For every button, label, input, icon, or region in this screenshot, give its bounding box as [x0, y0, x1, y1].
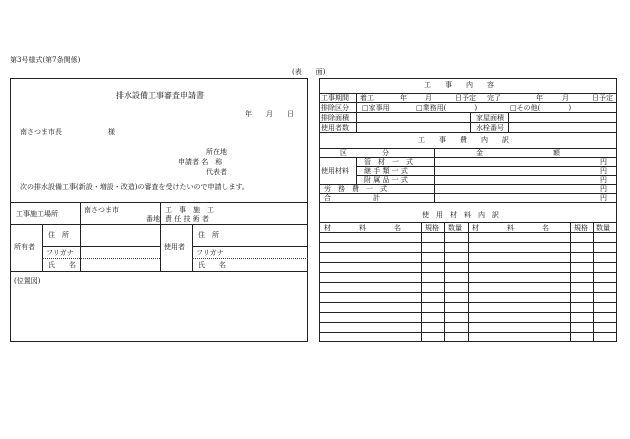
section-cost-title: 工 事 費 内 訳 — [418, 136, 509, 144]
user-label: 使用者 — [164, 243, 185, 251]
applicant-address: 所在地 — [206, 148, 227, 156]
user-name-label: 氏 名 — [198, 261, 226, 269]
complete-day: 日予定 — [592, 94, 613, 102]
yen-joints: 円 — [600, 167, 607, 175]
users-count-label: 使用者数 — [321, 124, 349, 132]
location-map-label: (位置図) — [14, 277, 41, 285]
complete-month: 月 — [562, 94, 569, 102]
mat-name-header-left: 材 料 名 — [324, 224, 401, 232]
owner-label: 所有者 — [14, 243, 35, 251]
yen-pipe: 円 — [600, 158, 607, 166]
cost-row-joints: 継 手 類 一 式 — [364, 167, 408, 175]
engineer-label-line1: 工 事 施 工 — [165, 206, 214, 214]
mat-qty-header-left: 数量 — [448, 224, 462, 232]
drain-type-label: 排除区分 — [321, 104, 349, 112]
work-location-label: 工事施工場所 — [16, 210, 58, 218]
mat-qty-header-right: 数量 — [596, 224, 610, 232]
cost-row-accessories: 附 属 品 一 式 — [364, 176, 408, 184]
mat-spec-header-right: 規格 — [574, 224, 588, 232]
cost-row-total: 合 計 — [324, 194, 380, 202]
start-year: 年 — [400, 94, 407, 102]
front-label: (表 面) — [292, 68, 326, 76]
section-materials-title: 使 用 材 料 内 訳 — [422, 211, 499, 219]
banchi-label: 番地 — [146, 215, 160, 223]
complete-label: 完了 — [487, 94, 501, 102]
honorific: 様 — [108, 128, 115, 136]
business-use-checkbox[interactable]: □業務用( ) — [416, 104, 478, 112]
owner-name-label: 氏 名 — [48, 261, 76, 269]
period-label: 工事期間 — [321, 94, 349, 102]
owner-address-label: 住 所 — [48, 231, 69, 239]
mat-spec-header-left: 規格 — [425, 224, 439, 232]
complete-year: 年 — [536, 94, 543, 102]
addressee: 南さつま市長 — [20, 128, 62, 136]
application-statement: 次の排水設備工事(新設・増設・改造)の審査を受けたいので申請します。 — [20, 183, 249, 191]
start-month: 月 — [425, 94, 432, 102]
cost-row-labor: 労 務 費 一 式 — [324, 185, 387, 193]
work-location-value: 南さつま市 — [84, 206, 119, 214]
form-number: 第3号様式(第7条関係) — [10, 56, 81, 64]
cost-row-pipe: 管 材 一 式 — [364, 158, 413, 166]
drain-area-label: 排除面積 — [321, 114, 349, 122]
applicant-representative: 代表者 — [206, 168, 227, 176]
materials-label: 使用材料 — [321, 167, 349, 175]
yen-labor: 円 — [600, 185, 607, 193]
yen-total: 円 — [600, 194, 607, 202]
start-day: 日予定 — [455, 94, 476, 102]
home-use-checkbox[interactable]: □家事用 — [362, 104, 390, 112]
category-header: 区 分 — [340, 149, 389, 157]
application-date: 年 月 日 — [245, 110, 294, 118]
other-use-checkbox[interactable]: □その他( ) — [510, 104, 572, 112]
start-label: 着工 — [360, 94, 374, 102]
owner-furigana-label: フリガナ — [46, 249, 74, 257]
section-work-content-title: 工 事 内 容 — [424, 81, 494, 89]
yen-accessories: 円 — [600, 176, 607, 184]
user-address-label: 住 所 — [198, 231, 219, 239]
user-furigana-label: フリガナ — [196, 249, 224, 257]
house-area-label: 家屋面積 — [476, 114, 504, 122]
applicant-name: 申請者 名 称 — [178, 158, 223, 166]
amount-header: 金 額 — [476, 149, 560, 157]
form-title: 排水設備工事審査申請書 — [116, 91, 204, 100]
faucet-number-label: 水栓番号 — [476, 124, 504, 132]
engineer-label-line2: 責 任 技 術 者 — [165, 215, 209, 223]
mat-name-header-right: 材 料 名 — [472, 224, 549, 232]
